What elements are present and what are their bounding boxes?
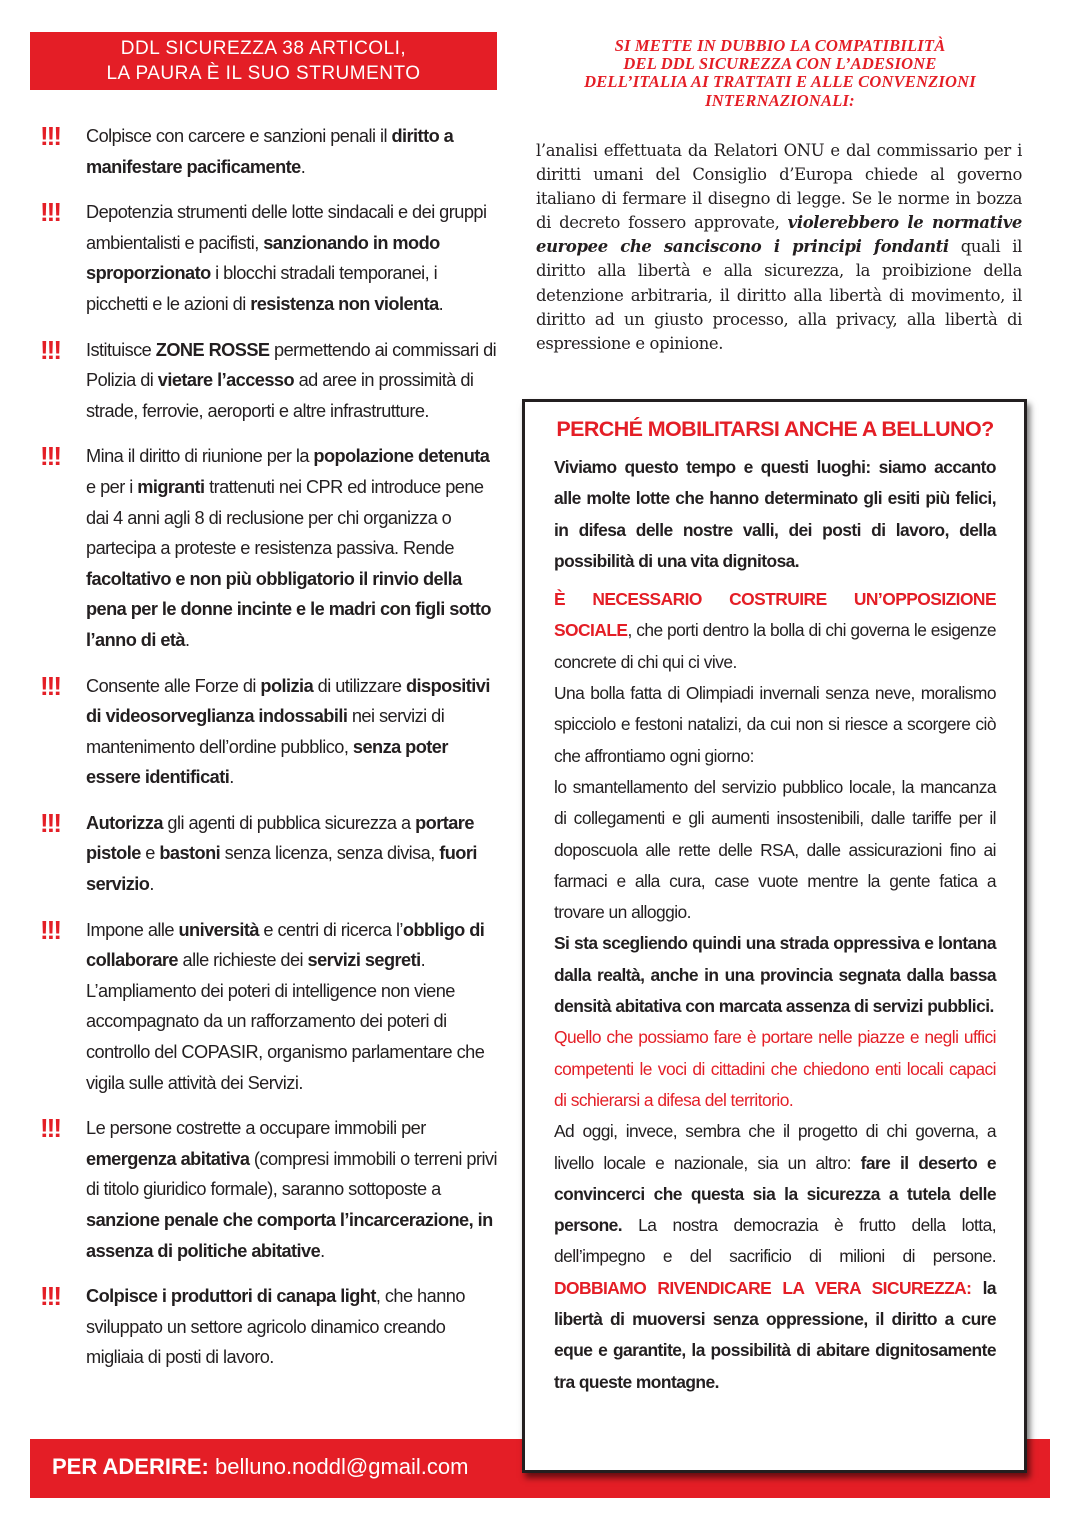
footer-email[interactable]: belluno.noddl@gmail.com (208, 1454, 469, 1479)
exclamation-icon: !!! (40, 807, 60, 838)
exclamation-icon: !!! (40, 197, 60, 228)
left-header-line1: DDL SICUREZZA 38 ARTICOLI, (120, 38, 407, 59)
bullet-item: !!! Colpisce i produttori di canapa light, che hanno sviluppato un settore agricolo dinamico creando migliaia di posti di lavoro. (40, 1281, 465, 1368)
bullet-item: !!! Istituisce ZONE ROSSE permettendo ai commissari di Polizia di vietare l’accesso ad aree in prossimità di strade, ferrovie, aeroporti e altre infrastrutture. (40, 334, 497, 421)
left-header-banner (30, 32, 497, 90)
exclamation-icon: !!! (40, 1281, 60, 1312)
exclamation-icon: !!! (40, 1113, 60, 1144)
exclamation-icon: !!! (40, 334, 60, 365)
bullet-item: !!! Consente alle Forze di polizia di utilizzare dispositivi di videosorveglianza indossabili nei servizi di mantenimento dell’ordine pubblico, senza poter essere identificati. (40, 670, 490, 788)
bullet-item: !!! Colpisce con carcere e sanzioni penali il diritto a manifestare pacificamente. (40, 121, 454, 177)
bullet-item: !!! Mina il diritto di riunione per la popolazione detenuta e per i migranti trattenuti nei CPR ed introduce pene dai 4 anni agli 8 di reclusione per chi organizza o partecipa a proteste e resistenza passiva. Rende facoltativo e non più obbligatorio il rinvio della pena per le donne incinte e le madri con figli sotto l’anno di età. (40, 441, 491, 650)
right-paragraph: l’analisi effettuata da Relatori ONU e dal commissario per i diritti umani del Consiglio d’Europa chiede al governo italiano di fermare il disegno di legge. Se le norme in bozza di decreto fossero approvate, violerebbero le normative europee che sanciscono i principi fondanti quali il diritto alla libertà e alla sicurezza, la proibizione della detenzione arbitraria, il diritto alla libertà di movimento, il diritto ad un giusto processo, alla privacy, alla libertà di espressione e opinione. (536, 141, 1023, 353)
box-para-4: lo smantellamento del servizio pubblico locale, la mancanza di collegamenti e gli aumenti insostenibili, dalle tariffe per il doposcuola alle rette delle RSA, dalle assicurazioni fino ai farmaci e alla cura, case vuote mentre la gente fatica a trovare un alloggio. (554, 776, 996, 923)
exclamation-icon: !!! (40, 914, 60, 945)
box-para-7: Ad oggi, invece, sembra che il progetto di chi governa, a livello locale e nazionale, sia un altro: fare il deserto e convincerci che questa sia la sicurezza a tutela delle persone. La nostra democrazia è frutto della lotta, dell’impegno e del sacrificio di milioni di persone. DOBBIAMO RIVENDICARE LA VERA SICUREZZA: la libertà di muoversi senza oppressione, il diritto a cure eque e garantite, la possibilità di abitare dignitosamente tra queste montagne. (554, 1121, 997, 1392)
bullet-item: !!! Autorizza gli agenti di pubblica sicurezza a portare pistole e bastoni senza licenza, senza divisa, fuori servizio. (40, 807, 477, 895)
box-title: PERCHÉ MOBILITARSI ANCHE A BELLUNO? (556, 417, 994, 441)
belluno-box (522, 399, 1027, 1473)
box-para-1: Viviamo questo tempo e questi luoghi: siamo accanto alle molte lotte che hanno determinato gli esiti più felici, in difesa delle nostre valli, dei posti di lavoro, della possibilità di una vita dignitosa. (554, 457, 996, 571)
bullet-item: !!! Depotenzia strumenti delle lotte sindacali e dei gruppi ambientalisti e pacifisti, sanzionando in modo sproporzionato i blocchi stradali temporanei, i picchetti e le azioni di resistenza non violenta. (40, 197, 487, 314)
footer-contact (52, 1452, 468, 1482)
exclamation-icon: !!! (40, 121, 60, 151)
box-para-2: È NECESSARIO COSTRUIRE UN’OPPOSIZIONE SOCIALE, che porti dentro la bolla di chi governa le esigenze concrete di chi qui ci vive. (554, 589, 996, 672)
box-para-6: Quello che possiamo fare è portare nelle piazze e negli uffici competenti le voci di cittadini che chiedono enti locali capaci di schierarsi a difesa del territorio. (554, 1027, 996, 1110)
bullet-item: !!! Impone alle università e centri di ricerca l’obbligo di collaborare alle richieste dei servizi segreti. L’ampliamento dei poteri di intelligence non viene accompagnato da un rafforzamento dei poteri di controllo del COPASIR, organismo parlamentare che vigila sulle attività dei Servizi. (40, 914, 485, 1093)
right-title: SI METTE IN DUBBIO LA COMPATIBILITÀ DEL DDL SICUREZZA CON L’ADESIONE DELL’ITALIA AI TRATTATI E ALLE CONVENZIONI INTERNAZIONALI: (584, 36, 976, 110)
box-para-5: Si sta scegliendo quindi una strada oppressiva e lontana dalla realtà, anche in una provincia segnata dalla bassa densità abitativa con marcata assenza di servizi pubblici. (554, 933, 996, 1017)
exclamation-icon: !!! (40, 441, 60, 472)
exclamation-icon: !!! (40, 670, 60, 701)
left-header-line2: LA PAURA È IL SUO STRUMENTO (106, 63, 421, 84)
bullet-list (40, 121, 500, 1388)
bullet-item: !!! Le persone costrette a occupare immobili per emergenza abitativa (compresi immobili o terreni privi di titolo giuridico formale), saranno sottoposte a sanzione penale che comporta l’incarcerazione, in assenza di politiche abitative. (40, 1113, 497, 1261)
box-para-3: Una bolla fatta di Olimpiadi invernali senza neve, moralismo spicciolo e festoni natalizi, da cui non si riesce a scorgere ciò che affrontiamo ogni giorno: (554, 683, 996, 766)
footer-label: PER ADERIRE: (52, 1454, 209, 1479)
